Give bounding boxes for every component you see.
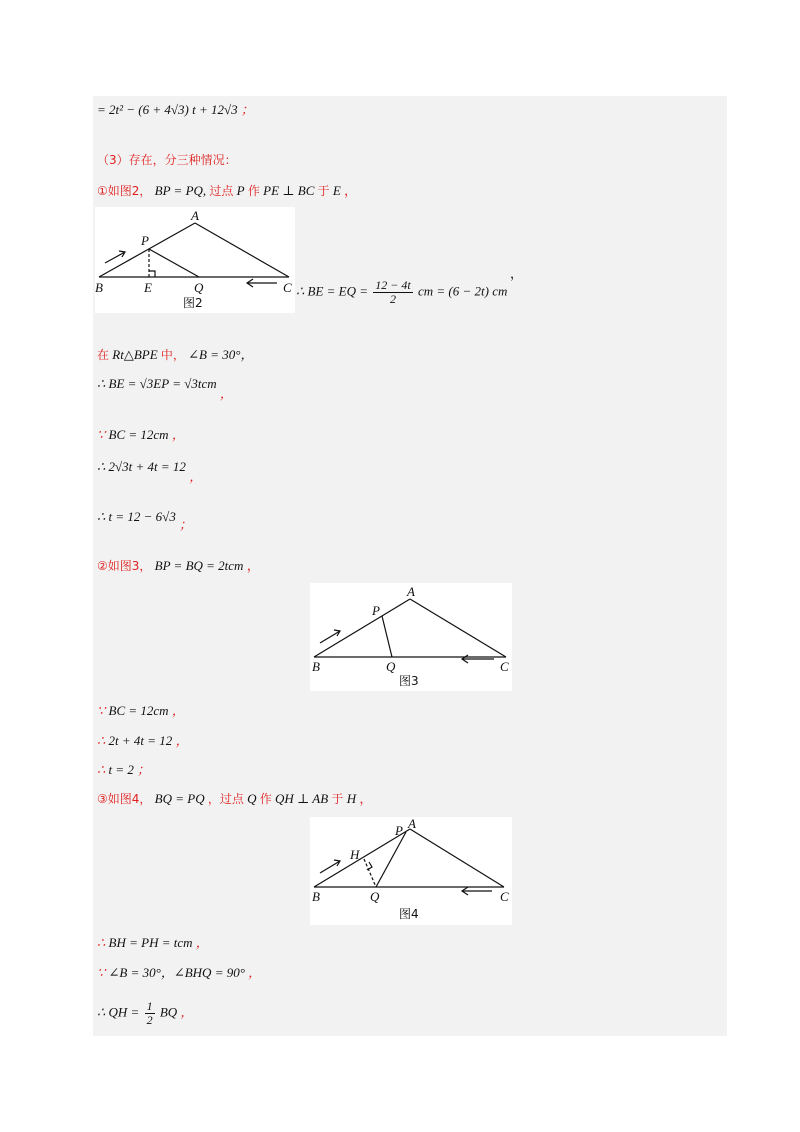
angles-line bbox=[97, 965, 261, 981]
perpendicular-pe: PE ⊥ BC bbox=[263, 183, 315, 198]
part3-heading: （3）存在，分三种情况： bbox=[97, 153, 237, 167]
case1-text1: 过点 bbox=[209, 184, 234, 198]
comma: ， bbox=[175, 733, 189, 748]
case1-line bbox=[97, 183, 357, 199]
be-sqrt-line bbox=[97, 376, 233, 401]
be-eq-rest: cm = (6 − 2t) cm bbox=[417, 283, 508, 299]
bc-text: BC = 12cm bbox=[108, 427, 169, 442]
label-p: P bbox=[141, 233, 149, 248]
label-q: Q bbox=[370, 889, 380, 904]
figure-3 bbox=[310, 583, 512, 691]
case3-text1: ，过点 bbox=[207, 792, 244, 806]
t-equals-line bbox=[97, 762, 150, 778]
figure-2 bbox=[95, 207, 295, 313]
fraction bbox=[145, 1000, 155, 1027]
expression-line bbox=[97, 102, 254, 118]
case1-text2: 作 bbox=[247, 184, 260, 198]
label-b: B bbox=[312, 889, 320, 904]
label-c: C bbox=[500, 889, 509, 904]
qh-line bbox=[97, 1000, 193, 1027]
bc-text: BC = 12cm bbox=[108, 703, 169, 718]
angles-text: ∠B = 30°，∠BHQ = 90° bbox=[108, 965, 245, 980]
comma: ， bbox=[219, 386, 233, 401]
fraction bbox=[373, 279, 412, 306]
label-q: Q bbox=[194, 280, 204, 295]
equation-line bbox=[97, 459, 203, 484]
semicolon: ； bbox=[179, 517, 193, 532]
label-q: Q bbox=[386, 659, 396, 674]
point-p: P bbox=[236, 183, 245, 198]
be-eq-line bbox=[296, 279, 507, 306]
because-symbol: ∵ bbox=[97, 427, 106, 442]
label-e: E bbox=[144, 280, 152, 295]
comma: ， bbox=[248, 965, 262, 980]
comma: ， bbox=[189, 469, 203, 484]
figure-4 bbox=[310, 817, 512, 925]
semicolon: ； bbox=[240, 102, 254, 117]
because-symbol: ∵ bbox=[97, 703, 106, 718]
because-symbol: ∵ bbox=[97, 965, 106, 980]
comma: ， bbox=[246, 558, 260, 573]
t-equals-text: t = 2 bbox=[108, 762, 134, 777]
semicolon: ； bbox=[137, 762, 151, 777]
comma: ， bbox=[171, 427, 185, 442]
therefore-symbol: ∴ bbox=[97, 935, 106, 950]
angle-b: ∠B = 30°， bbox=[188, 347, 254, 362]
bh-line bbox=[97, 935, 209, 951]
case2-condition: BP = BQ = 2tcm bbox=[154, 558, 244, 573]
figure-3-caption: 图3 bbox=[399, 674, 419, 688]
case3-line bbox=[97, 791, 372, 807]
fraction-numerator: 1 bbox=[146, 999, 153, 1013]
figure-3-diagram bbox=[310, 583, 512, 691]
case3-text2: 作 bbox=[259, 792, 272, 806]
label-h: H bbox=[350, 847, 360, 862]
case1-condition: BP = PQ, bbox=[154, 183, 207, 198]
comma: ， bbox=[359, 791, 373, 806]
qh-text: ∴ QH = bbox=[97, 1004, 140, 1020]
bc-line-1 bbox=[97, 427, 185, 443]
in-text: 在 bbox=[97, 348, 110, 362]
comma: ， bbox=[171, 703, 185, 718]
label-a: A bbox=[191, 208, 199, 223]
qh-rest: BQ bbox=[159, 1004, 178, 1020]
label-p: P bbox=[372, 603, 380, 618]
point-h: H bbox=[346, 791, 357, 806]
t-solution-line bbox=[97, 509, 193, 532]
case2-line bbox=[97, 558, 260, 574]
comma: ， bbox=[344, 183, 358, 198]
label-p: P bbox=[395, 823, 403, 838]
expression-text: = 2t² − (6 + 4√3) t + 12√3 bbox=[97, 102, 238, 117]
label-b: B bbox=[312, 659, 320, 674]
figure-2-diagram bbox=[95, 207, 295, 313]
be-sqrt-text: ∴ BE = √3EP = √3tcm bbox=[97, 376, 217, 391]
therefore-symbol: ∴ bbox=[97, 733, 106, 748]
be-eq-comma: ， bbox=[510, 266, 524, 281]
label-b: B bbox=[95, 280, 103, 295]
case3-prefix: ③如图4， bbox=[97, 792, 152, 806]
be-eq-text: ∴ BE = EQ = bbox=[296, 283, 369, 299]
equation-text: ∴ 2√3t + 4t = 12 bbox=[97, 459, 186, 474]
triangle-bpe: Rt△BPE bbox=[112, 347, 158, 362]
comma: ， bbox=[195, 935, 209, 950]
label-c: C bbox=[500, 659, 509, 674]
therefore-symbol: ∴ bbox=[97, 762, 106, 777]
bc-line-2 bbox=[97, 703, 185, 719]
label-a: A bbox=[407, 584, 415, 599]
label-a: A bbox=[408, 817, 416, 831]
figure-2-caption: 图2 bbox=[183, 296, 203, 310]
equation-line-2 bbox=[97, 733, 189, 749]
case3-text3: 于 bbox=[331, 792, 344, 806]
case3-condition: BQ = PQ bbox=[154, 791, 205, 806]
middle-text: 中， bbox=[160, 348, 185, 362]
case2-prefix: ②如图3， bbox=[97, 559, 152, 573]
equation-text: 2t + 4t = 12 bbox=[108, 733, 173, 748]
point-e: E bbox=[332, 183, 341, 198]
fraction-denominator: 2 bbox=[146, 1013, 153, 1027]
point-q: Q bbox=[247, 791, 257, 806]
perpendicular-qh: QH ⊥ AB bbox=[275, 791, 329, 806]
figure-4-diagram bbox=[310, 817, 512, 925]
triangle-line bbox=[97, 347, 253, 363]
case1-text3: 于 bbox=[317, 184, 330, 198]
comma: ， bbox=[180, 1004, 194, 1020]
label-c: C bbox=[283, 280, 292, 295]
bh-text: BH = PH = tcm bbox=[108, 935, 193, 950]
fraction-denominator: 2 bbox=[390, 292, 396, 306]
fraction-numerator: 12 − 4t bbox=[375, 278, 411, 292]
t-solution-text: ∴ t = 12 − 6√3 bbox=[97, 509, 176, 524]
figure-4-caption: 图4 bbox=[399, 907, 419, 921]
case1-prefix: ①如图2， bbox=[97, 184, 152, 198]
